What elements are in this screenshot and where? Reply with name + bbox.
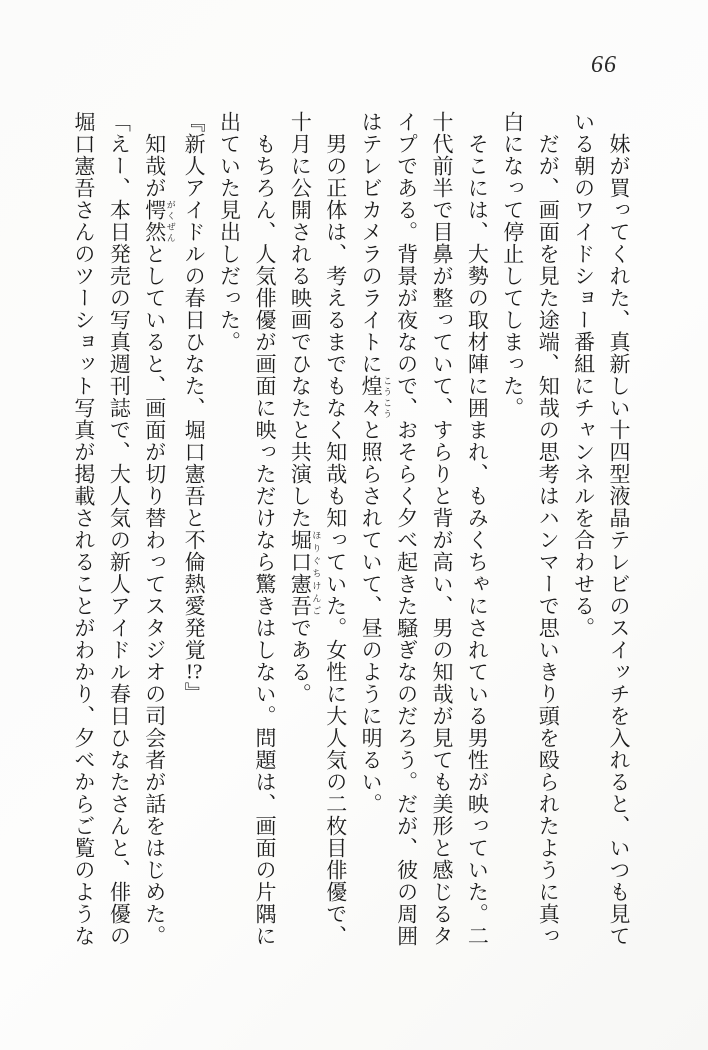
furigana-word: 愕然 がくぜん <box>142 199 176 243</box>
paragraph: もちろん、人気俳優が画面に映っただけなら驚きはしない。問題は、画面の片隅に出ていた見出しだった。 <box>217 111 277 947</box>
paragraph: だが、画面を見た途端、知哉の思考はハンマーで思いきり頭を殴られたように真っ白になって停止してしまった。 <box>500 111 561 947</box>
paragraph: 妹が買ってくれた、真新しい十四型液晶テレビのスイッチを入れると、いつも見ている朝のワイドショー番組にチャンネルを合わせる。 <box>571 111 631 947</box>
paragraph: 『新人アイドルの春日ひなた、堀口憲吾と不倫熱愛発覚!?』 <box>182 111 207 704</box>
vertical-text-block <box>66 111 637 949</box>
paragraph: 「えー、本日発売の写真週刊誌で、大人気の新人アイドル春日ひなたさんと、俳優の堀口憲吾さんのツーショット写真が掲載されることがわかり、夕べからご覧のような <box>71 111 132 947</box>
paragraph: 知哉が愕然 がくぜんとしていると、画面が切り替わってスタジオの司会者が話をはじめた。 <box>142 133 176 947</box>
tatechuyoko-exclamation: !? <box>185 661 203 682</box>
paragraph: そこには、大勢の取材陣に囲まれ、もみくちゃにされている男性が映っていた。二十代前半で目鼻が整っていて、すらりと背が高い、男の知哉が見ても美形と感じるタイプである。背景が夜なので、おそらく夕べ起きた騒ぎなのだろう。だが、彼の周囲はテレビカメラのライトに煌々 こうこうと照らされていて、昼のように明るい。 <box>359 111 490 947</box>
furigana-word: 煌々 こうこう <box>359 375 393 419</box>
paragraph: 男の正体は、考えるまでもなく知哉も知っていた。女性に大人気の二枚目俳優で、十月に公開される映画でひなたと共演した堀口憲吾 ほりぐちけんごである。 <box>288 111 348 947</box>
furigana-word: 堀口憲吾 ほりぐちけんご <box>288 529 322 617</box>
page-number: 66 <box>591 52 617 78</box>
